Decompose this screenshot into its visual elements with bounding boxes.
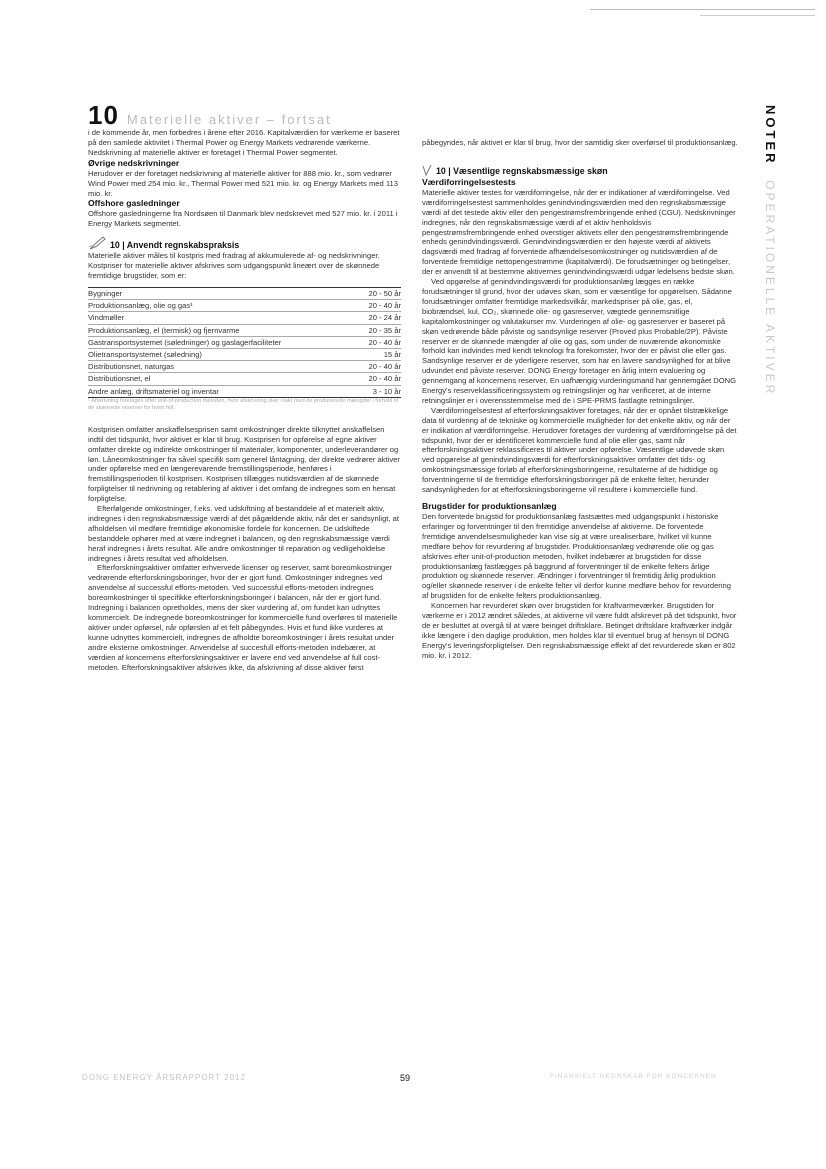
note-header (88, 100, 332, 131)
note-number: 10 (88, 100, 119, 130)
useful-lives-table (88, 287, 401, 398)
table-label: Distributionsnet, naturgas (88, 362, 175, 372)
paragraph: Den forventede brugstid for produktionsanlæg fastsættes med udgangspunkt i historiske erfaringer og forventninger til den fremtidige anvendelse af aktiverne. De forventede fremtidige anvendelsesmuligheder kan vise sig at være urealiserbare, hvilket vil kunne medføre behov for revurdering af brugstider. Produktionsanlæg vedrørende olie og gas afskrives efter unit-of-production metoden, hvilket indebærer at brugstiden for disse produktionsanlæg fastlægges på baggrund af forventninger til de enkelte felters årlige produktion og skønnede reserver. Ændringer i forventninger til fremtidig årlig produktion og/eller skønnede reserver i de enkelte felter vil derfor kunne medføre behov for revurdering af brugstiden for de enkelte felters produktionsanlæg. (422, 512, 731, 601)
section-heading-estimates (422, 164, 738, 177)
paragraph: Offshore gasledningerne fra Nordsøen til Danmark blev nedskrevet med 527 mio. kr. i 2011 i Energy Markets segmentet. (88, 209, 398, 229)
heading-offshore: Offshore gasledninger (88, 198, 180, 209)
table-row (88, 324, 401, 336)
note-title: Materielle aktiver – fortsat (126, 112, 332, 127)
table-label: Bygninger (88, 288, 123, 298)
paragraph: Materielle aktiver måles til kostpris med fradrag af akkumulerede af- og nedskrivninger. Kostpriser for materielle aktiver afskrives som udgangspunkt lineært over de skønnede fremtidige brugstider, som er: (88, 251, 380, 281)
table-label: Produktionsanlæg, el (termisk) og fjernvarme (88, 325, 240, 335)
paragraph: Materielle aktiver testes for værdiforringelse, når der er indikationer af værdiforringelse. Ved værdiforringelsestest sammenholdes genindvindingsværdien med den regnskabsmæssige værdi af det testede aktiv eller den pengestrømsfrembringende enhed (CGU). Nedskrivninger indregnes, når den regnskabsmæssige værdi af et aktiv henholdsvis pengestrømsfrembringende enhed overstiger aktivets eller den pengestrømsfrembringende enheds genindvindingsværdi. Genindvindingsværdien er den højeste værdi af aktivets dagsværdi med fradrag af forventede afhændelsesomkostninger og nutidsværdien af de forventede fremtidige nettopengestrømme (kapitalværdi). De forudsætninger og betingelser, der er anvendt til at bestemme aktivernes genindvindingsværdi udgør ledelsens bedste skøn. (422, 187, 736, 277)
table-value: 20 - 50 år (368, 288, 401, 298)
section-heading-policy (88, 235, 401, 251)
table-label: Distributionsnet, el (88, 374, 151, 384)
table-footnote: ¹ Afskrivning foretages efter unit-of-production metoden, hvor afskrivning sker i takt med de producerede mængder i forhold til de skønnede reserver for hvert felt. (88, 397, 398, 412)
heading-ovrige: Øvrige nedskrivninger (88, 157, 180, 168)
side-tab-light: OPERATIONELLE AKTIVER (763, 180, 777, 397)
table-value: 15 år (383, 349, 401, 359)
top-rule-short (700, 15, 815, 16)
section-title: 10 | Væsentlige regnskabsmæssige skøn (436, 165, 608, 176)
table-label: Gastransportsystemet (søledninger) og gaslagerfaciliteter (88, 337, 282, 347)
table-value: 20 - 40 år (368, 337, 401, 347)
table-value: 20 - 40 år (368, 301, 401, 311)
table-label: Vindmøller (88, 313, 125, 323)
table-value: 20 - 40 år (368, 362, 401, 372)
check-mark-icon (422, 164, 432, 177)
table-label: Andre anlæg, driftsmateriel og inventar (88, 386, 219, 396)
table-row (88, 348, 401, 360)
table-value: 20 - 24 år (368, 313, 401, 323)
pencil-note-icon (88, 235, 106, 251)
paragraph: påbegyndes, når aktivet er klar til brug, hvor der samtidig sker overførsel til produktionsanlæg. (422, 138, 738, 147)
side-tab-bold: NOTER (763, 105, 778, 166)
paragraph: Værdiforringelsestest af efterforskningsaktiver foretages, når der er opnået tilstrækkelige data til vurdering af de tekniske og kommercielle muligheder for det enkelte aktiv, og når der er indikation af værdiforringelse. Herudover foretages der vurdering af værdiforringelse på det tidspunkt, hvor der er identificeret kommercielle fund af olie eller gas, samt når efterforskningsaktiver reklassificeres til aktiver under opførelse. Væsentlige udøvede skøn ved opgørelse af genindvindingsværdi for efterforskningsaktiver omfatter det tids- og omkostningsmæssige forløb af efterforskningsboringerne, resultaterne af de hidtidige og forventningerne til de fremtidige efterforskningsboringer på de enkelte felter, herunder sandsynligheden for at efterforskningsboringerne vil resultere i kommercielle fund. (422, 405, 737, 495)
paragraph: Koncernen har revurderet skøn over brugstiden for kraftvarmeværker. Brugstiden for værkerne er i 2012 ændret således, at aktiverne vil være fuldt afskrevet på det tidspunkt, hvor de er besluttet at overgå til at være beinget driftsklare. Betinget driftsklare kraftværker indgår ikke længere i den daglige produktion, men holdes klar til eventuel brug af hensyn til DONG Energy's leveringsforpligtelser. Den regnskabsmæssige effekt af det revurderede skøn er 802 mio. kr. i 2012. (422, 601, 737, 660)
side-tab (758, 105, 782, 397)
table-row (88, 385, 401, 397)
table-value: 20 - 40 år (368, 374, 401, 384)
page-number: 59 (400, 1073, 411, 1083)
table-row (88, 312, 401, 324)
section-title: 10 | Anvendt regnskabspraksis (110, 240, 240, 251)
table-row (88, 373, 401, 385)
table-row (88, 361, 401, 373)
paragraph: i de kommende år, men forbedres i årene efter 2016. Kapitalværdien for værkerne er baseret på den samlede aktivitet i Thermal Power og Energy Markets vedrørende værkerne. Nedskrivning af materielle aktiver er foretaget i Thermal Power segmentet. (88, 128, 400, 157)
table-label: Produktionsanlæg, olie og gas¹ (88, 301, 193, 311)
paragraph: Herudover er der foretaget nedskrivning af materielle aktiver for 888 mio. kr., som vedrører Wind Power med 254 mio. kr., Thermal Power med 521 mio. kr. og Energy Markets med 113 mio. kr. (88, 168, 398, 198)
paragraph: Efterforskningsaktiver omfatter erhvervede licenser og reserver, samt boreomkostninger vedrørende efterforskningsboringer, hvor der er gjort fund. Omkostninger indregnes ved anvendelse af successful efforts-metoden. Ved successful efforts-metoden indregnes boreomkostninger til specifikke efterforskningsboringer i balancen, når der er gjort fund. Indregning i balancen opretholdes, mens der sker vurdering af, om fundet kan udnyttes kommercielt. De indregnede boreomkostninger for kommercielle fund overføres til materielle aktiver under opførsel, når opførslen af et felt påbegyndes. Hvis et fund ikke vurderes at kunne udnyttes kommercielt, indregnes de afholdte boreomkostninger i årets resultat under andre eksterne omkostninger. Anvendelse af succesfull efforts-metoden indebærer, at værdien af koncernens efterforskningsaktiver er lavere end ved anvendelse af full cost-metoden. Efterforskningsaktiver afskrives ikke, da afskrivning af disse aktiver først (88, 563, 398, 672)
table-row (88, 300, 401, 312)
table-label: Olietransportsystemet (søledning) (88, 349, 202, 359)
top-rule (590, 9, 815, 10)
paragraph: Kostprisen omfatter anskaffelsesprisen samt omkostninger direkte tilknyttet anskaffelsen indtil det tidspunkt, hvor aktivet er klar til brug. Kostprisen for opførelse af egne aktiver omfatter direkte og indirekte omkostninger til materialer, komponenter, underleverandører og løn. Låneomkostninger fra såvel specifik som generel låntagning, der direkte vedrører aktiver under opførelse med en længerevarende fremstillingsperiode, henføres i fremstillingsperioden til kostprisen. Kostprisen tillægges nutidsværdien af de skønnede forpligtelser til nedrivning og retablering af aktiver i det omfang de indregnes som en hensat forpligtelse. (88, 424, 400, 504)
heading-vaerdiforringelse: Værdiforringelsestests (422, 176, 516, 187)
paragraph: Ved opgørelse af genindvindingsværdi for produktionsanlæg lægges en række forudsætninger til grund, hvor der udøves skøn, som er væsentlige for opgørelsen. Sådanne forudsætninger omfatter fremtidige markedsvilkår, markedspriser på olie, gas, el, biobrændsel, kul, CO₂, skønnede olie- og gasreserver, vægtede gennemsnitlige kapitalomkostninger og valutakurser mv. Vurderingen af olie- og gasreserver er baseret på skøn vedrørende både påviste og sandsynlige reserver (Proved plus Probable/2P). Påviste reserver er de skønnede mængder af olie og gas, som under de nuværende økonomiske forhold kan indvindes med kendt teknologi fra forekomster, hvor der er påvist olie eller gas. Sandsynlige reserver er de yderligere reserver, som har en lavere sandsynlighed for at blive udvundet end påviste reserver. DONG Energy foretager en årlig intern evaluering og gennemgang af koncernens reserver. En uafhængig vurderingsmand har gennemgået DONG Energy's reserveklassificeringssystem og retningslinjer og har verificeret, at de interne retningslinjer er i overensstemmelse med de i SPE-PRMS fastlagte retningslinjer. (422, 277, 737, 405)
table-row (88, 287, 401, 299)
left-column (88, 128, 401, 672)
right-column (422, 138, 738, 661)
heading-brugstider: Brugstider for produktionsanlæg (422, 501, 557, 511)
paragraph: Efterfølgende omkostninger, f.eks. ved udskiftning af bestanddele af et materielt aktiv, indregnes i den regnskabsmæssige værdi af det pågældende aktiv, når det er sandsynligt, at afholdelsen vil medføre fremtidige økonomiske fordele for koncernen. De udskiftede bestanddele ophører med at være indregnet i balancen, og den regnskabsmæssige værdi heraf indregnes i årets resultat. Alle andre omkostninger til reparation og vedligeholdelse indregnes i årets resultat ved afholdelsen. (88, 504, 399, 563)
table-row (88, 336, 401, 348)
table-value: 20 - 35 år (368, 325, 401, 335)
table-value: 3 - 10 år (372, 386, 401, 396)
footer-section: FINANSIELT REGNSKAB FOR KONCERNEN (550, 1073, 717, 1080)
footer-publication: DONG ENERGY ÅRSRAPPORT 2012 (82, 1073, 246, 1082)
